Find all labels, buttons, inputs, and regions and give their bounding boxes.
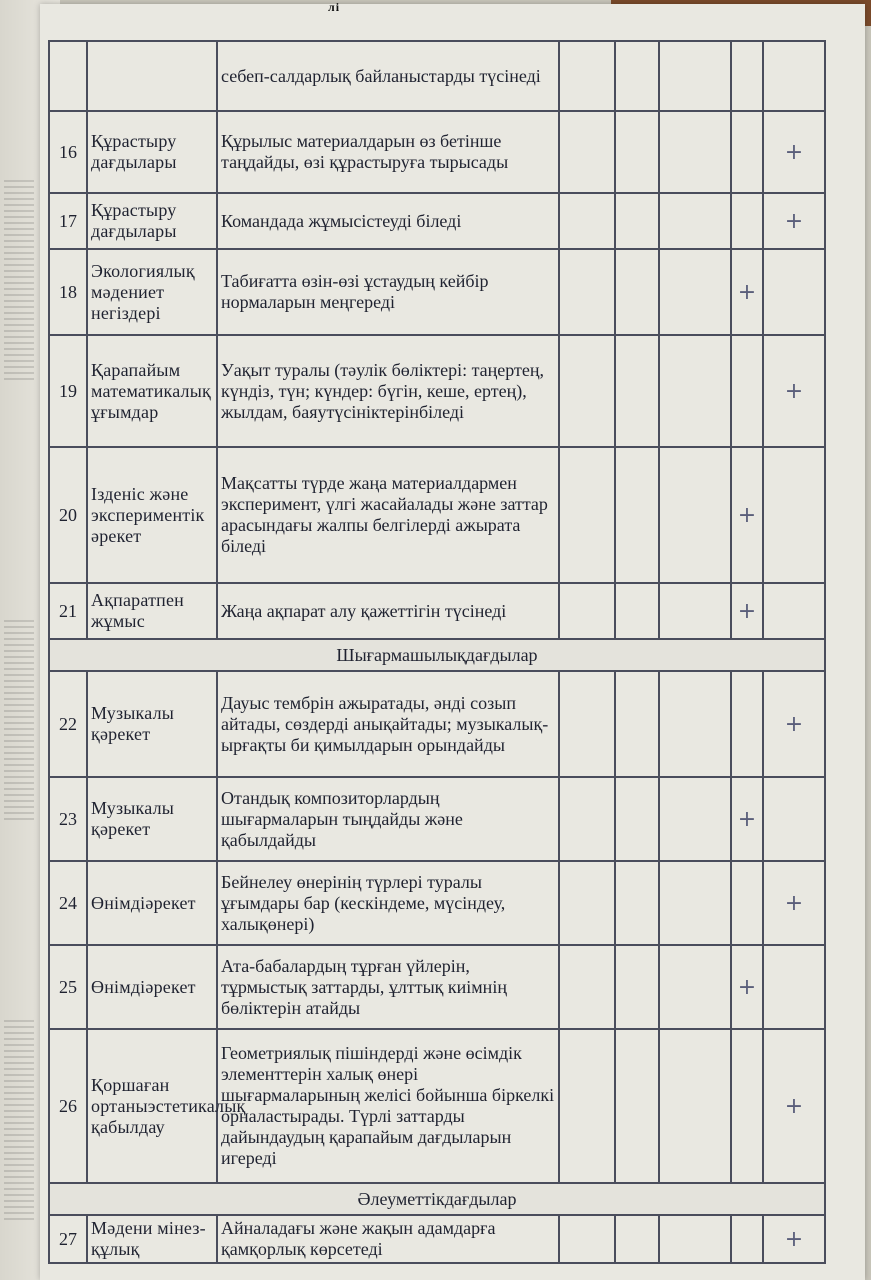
level-cell xyxy=(763,583,825,639)
table-row xyxy=(49,945,825,1029)
level-mark: + xyxy=(731,447,763,583)
skill-description: Бейнелеу өнерінің түрлері туралы ұғымдары бар (кескіндеме, мүсіндеу, халықөнері) xyxy=(217,861,559,945)
level-cell xyxy=(615,249,659,335)
skill-area: Музыкалы қәрекет xyxy=(87,671,217,777)
level-cell xyxy=(559,249,615,335)
table-row xyxy=(49,671,825,777)
skill-description: Уақыт туралы (тәулік бөліктері: таңертең, күндіз, түн; күндер: бүгін, кеше, ертең), жылдам, баяутүсініктерінбіледі xyxy=(217,335,559,447)
level-cell xyxy=(659,861,731,945)
level-cell xyxy=(763,945,825,1029)
level-mark: + xyxy=(731,249,763,335)
level-cell xyxy=(615,193,659,249)
level-cell xyxy=(731,41,763,111)
table-row xyxy=(49,249,825,335)
scan-artifact xyxy=(4,180,34,380)
level-cell xyxy=(615,1215,659,1263)
row-number: 18 xyxy=(49,249,87,335)
section-row xyxy=(49,1183,825,1215)
skill-area: Өнімдіәрекет xyxy=(87,861,217,945)
level-cell xyxy=(559,1215,615,1263)
level-cell xyxy=(615,447,659,583)
section-row xyxy=(49,639,825,671)
level-mark: + xyxy=(763,193,825,249)
skill-area: Құрастыру дағдылары xyxy=(87,193,217,249)
level-mark: + xyxy=(763,335,825,447)
level-cell xyxy=(763,249,825,335)
header-mark: лі xyxy=(328,0,341,14)
skill-description: Геометриялық пішіндерді және өсімдік элементтерін халық өнері шығармаларының желісі бойынша біркелкі орналастырады. Түрлі заттарды дайындаудың қарапайым дағдыларын игереді xyxy=(217,1029,559,1183)
row-number: 26 xyxy=(49,1029,87,1183)
skill-description: Командада жұмысістеуді біледі xyxy=(217,193,559,249)
skill-area: Мәдени мінез-құлық xyxy=(87,1215,217,1263)
row-number: 23 xyxy=(49,777,87,861)
table-row xyxy=(49,861,825,945)
level-cell xyxy=(559,447,615,583)
level-cell xyxy=(559,335,615,447)
skill-area: Құрастыру дағдылары xyxy=(87,111,217,193)
skill-area xyxy=(87,41,217,111)
table-row xyxy=(49,111,825,193)
level-cell xyxy=(659,583,731,639)
row-number: 17 xyxy=(49,193,87,249)
level-cell xyxy=(731,861,763,945)
level-cell xyxy=(731,111,763,193)
skill-area: Ізденіс және экспериментік әрекет xyxy=(87,447,217,583)
level-mark: + xyxy=(763,671,825,777)
level-cell xyxy=(731,335,763,447)
level-cell xyxy=(559,193,615,249)
skill-description: Ата-бабалардың тұрған үйлерін, тұрмыстық заттарды, ұлттық киімнің бөліктерін атайды xyxy=(217,945,559,1029)
skill-description: Дауыс тембрін ажыратады, әнді созып айтады, сөздерді анықайтады; музыкалық-ырғақты би қимылдарын орындайды xyxy=(217,671,559,777)
level-cell xyxy=(659,249,731,335)
level-cell xyxy=(559,861,615,945)
level-cell xyxy=(615,777,659,861)
level-mark: + xyxy=(731,777,763,861)
level-mark: + xyxy=(731,583,763,639)
level-mark: + xyxy=(763,861,825,945)
level-cell xyxy=(659,447,731,583)
skill-area: Қарапайым математикалық ұғымдар xyxy=(87,335,217,447)
skill-area: Өнімдіәрекет xyxy=(87,945,217,1029)
level-cell xyxy=(559,41,615,111)
level-cell xyxy=(731,1215,763,1263)
level-cell xyxy=(763,447,825,583)
level-cell xyxy=(615,111,659,193)
level-cell xyxy=(659,777,731,861)
table-row xyxy=(49,41,825,111)
skill-description: Мақсатты түрде жаңа материалдармен эксперимент, үлгі жасайалады және заттар арасындағы жалпы белгілерді ажырата біледі xyxy=(217,447,559,583)
level-cell xyxy=(615,861,659,945)
level-cell xyxy=(659,671,731,777)
skill-description: Жаңа ақпарат алу қажеттігін түсінеді xyxy=(217,583,559,639)
level-cell xyxy=(559,1029,615,1183)
table-row xyxy=(49,193,825,249)
level-cell xyxy=(559,111,615,193)
level-cell xyxy=(615,945,659,1029)
table-row xyxy=(49,335,825,447)
row-number: 16 xyxy=(49,111,87,193)
level-cell xyxy=(659,193,731,249)
level-cell xyxy=(615,41,659,111)
level-cell xyxy=(731,193,763,249)
level-cell xyxy=(731,671,763,777)
level-cell xyxy=(615,1029,659,1183)
level-mark: + xyxy=(763,1215,825,1263)
level-cell xyxy=(559,583,615,639)
row-number: 21 xyxy=(49,583,87,639)
table-row xyxy=(49,777,825,861)
level-cell xyxy=(615,335,659,447)
row-number: 22 xyxy=(49,671,87,777)
skill-description: Отандық композиторлардың шығармаларын тыңдайды және қабылдайды xyxy=(217,777,559,861)
table-row xyxy=(49,447,825,583)
table-row xyxy=(49,1029,825,1183)
level-cell xyxy=(659,945,731,1029)
level-mark: + xyxy=(763,1029,825,1183)
level-cell xyxy=(659,335,731,447)
assessment-table xyxy=(48,40,826,1264)
level-cell xyxy=(659,111,731,193)
row-number: 25 xyxy=(49,945,87,1029)
level-cell xyxy=(659,1029,731,1183)
skill-description: Табиғатта өзін-өзі ұстаудың кейбір нормаларын меңгереді xyxy=(217,249,559,335)
skill-area: Қоршаған ортаныэстетикалық қабылдау xyxy=(87,1029,217,1183)
level-cell xyxy=(615,583,659,639)
skill-description: Құрылыс материалдарын өз бетінше таңдайды, өзі құрастыруға тырысады xyxy=(217,111,559,193)
section-title: Әлеуметтікдағдылар xyxy=(49,1183,825,1215)
level-cell xyxy=(763,777,825,861)
table-row xyxy=(49,1215,825,1263)
row-number: 27 xyxy=(49,1215,87,1263)
skill-area: Музыкалы қәрекет xyxy=(87,777,217,861)
skill-description: Айналадағы және жақын адамдарға қамқорлық көрсетеді xyxy=(217,1215,559,1263)
level-cell xyxy=(559,945,615,1029)
scan-artifact xyxy=(4,620,34,820)
skill-area: Экологиялық мәдениет негіздері xyxy=(87,249,217,335)
row-number: 24 xyxy=(49,861,87,945)
section-title: Шығармашылықдағдылар xyxy=(49,639,825,671)
level-cell xyxy=(731,1029,763,1183)
table-row xyxy=(49,583,825,639)
level-cell xyxy=(659,41,731,111)
level-cell xyxy=(615,671,659,777)
level-cell xyxy=(559,671,615,777)
row-number xyxy=(49,41,87,111)
skill-description: себеп-салдарлық байланыстарды түсінеді xyxy=(217,41,559,111)
level-mark xyxy=(763,41,825,111)
skill-area: Ақпаратпен жұмыс xyxy=(87,583,217,639)
row-number: 19 xyxy=(49,335,87,447)
scan-artifact xyxy=(4,1020,34,1220)
level-mark: + xyxy=(731,945,763,1029)
level-cell xyxy=(559,777,615,861)
level-mark: + xyxy=(763,111,825,193)
level-cell xyxy=(659,1215,731,1263)
row-number: 20 xyxy=(49,447,87,583)
